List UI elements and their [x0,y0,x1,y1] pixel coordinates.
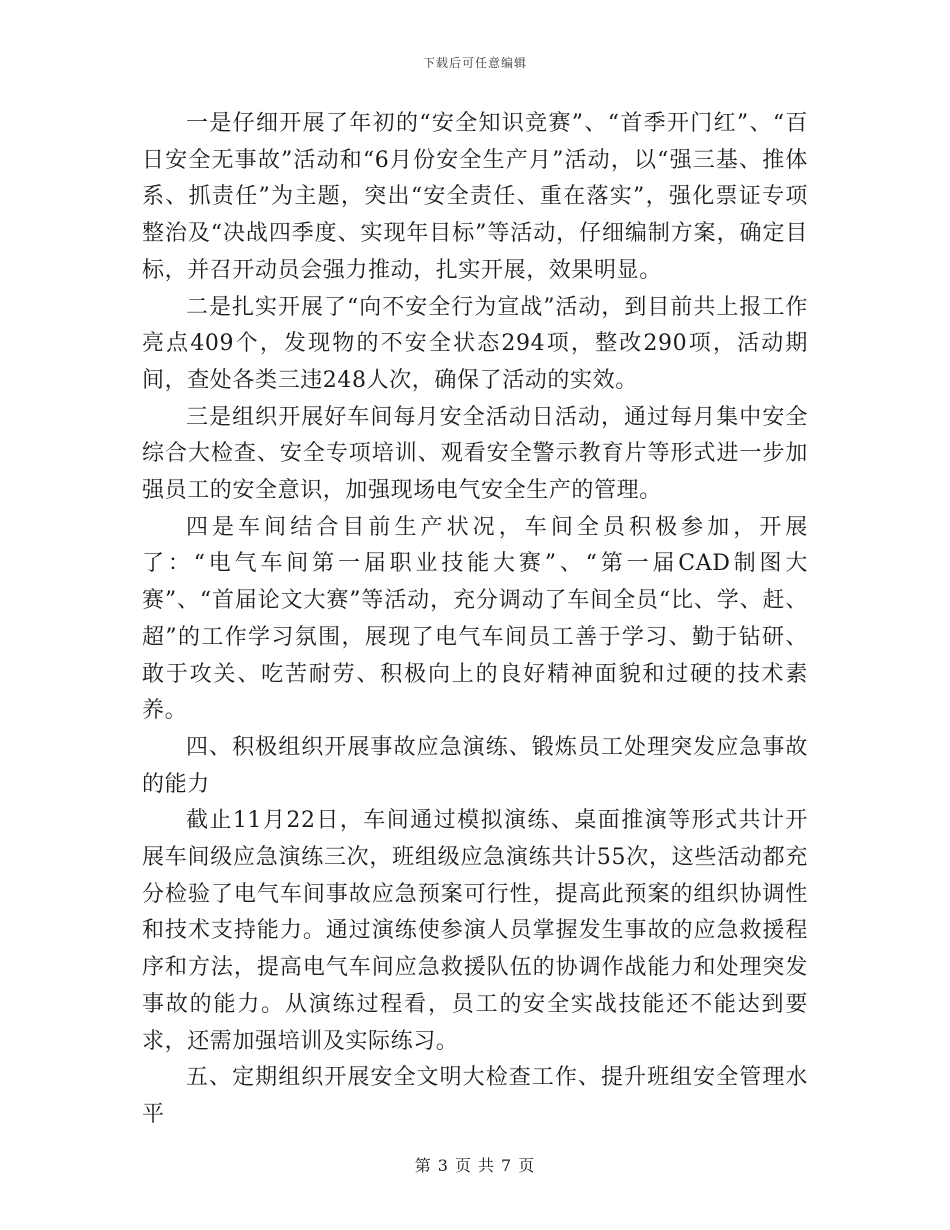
page-footer [0,1153,950,1176]
paragraph-emergency-drills: 截止11月22日，车间通过模拟演练、桌面推演等形式共计开展车间级应急演练三次，班组级应急演练共计55次，这些活动都充分检验了电气车间事故应急预案可行性，提高此预案的组织协调性和技术支持能力。通过演练使参演人员掌握发生事故的应急救援程序和方法，提高电气车间应急救援队伍的协调作战能力和处理突发事故的能力。从演练过程看，员工的安全实战技能还不能达到要求，还需加强培训及实际练习。 [142,808,808,1054]
document-body [142,106,808,1134]
footer-total-pages: 7 [501,1156,513,1175]
section-heading-5: 五、定期组织开展安全文明大检查工作、提升班组安全管理水平 [142,1065,808,1127]
footer-prefix: 第 [414,1156,432,1175]
page-header: 下载后可任意编辑 [422,56,527,70]
paragraph-activity-1: 一是仔细开展了年初的“安全知识竞赛”、“首季开门红”、“百日安全无事故”活动和“6月份安全生产月”活动，以“强三基、推体系、抓责任”为主题，突出“安全责任、重在落实”，强化票证专项整治及“决战四季度、实现年目标”等活动，仔细编制方案，确定目标，并召开动员会强力推动，扎实开展，效果明显。 [142,111,808,283]
paragraph-activity-2: 二是扎实开展了“向不安全行为宣战”活动，到目前共上报工作亮点409个，发现物的不安全状态294项，整改290项，活动期间，查处各类三违248人次，确保了活动的实效。 [142,294,808,393]
footer-current-page: 3 [437,1156,449,1175]
paragraph-activity-3: 三是组织开展好车间每月安全活动日活动，通过每月集中安全综合大检查、安全专项培训、观看安全警示教育片等形式进一步加强员工的安全意识，加强现场电气安全生产的管理。 [142,404,808,504]
footer-suffix: 页 [518,1156,536,1175]
section-heading-4: 四、积极组织开展事故应急演练、锻炼员工处理突发应急事故的能力 [142,734,808,797]
footer-middle: 页 共 [454,1156,496,1175]
paragraph-activity-4: 四是车间结合目前生产状况，车间全员积极参加，开展了：“电气车间第一届职业技能大赛”、“第一届CAD制图大赛”、“首届论文大赛”等活动，充分调动了车间全员“比、学、赶、超”的工作学习氛围，展现了电气车间员工善于学习、勤于钻研、敢于攻关、吃苦耐劳、积极向上的良好精神面貌和过硬的技术素养。 [142,514,808,724]
